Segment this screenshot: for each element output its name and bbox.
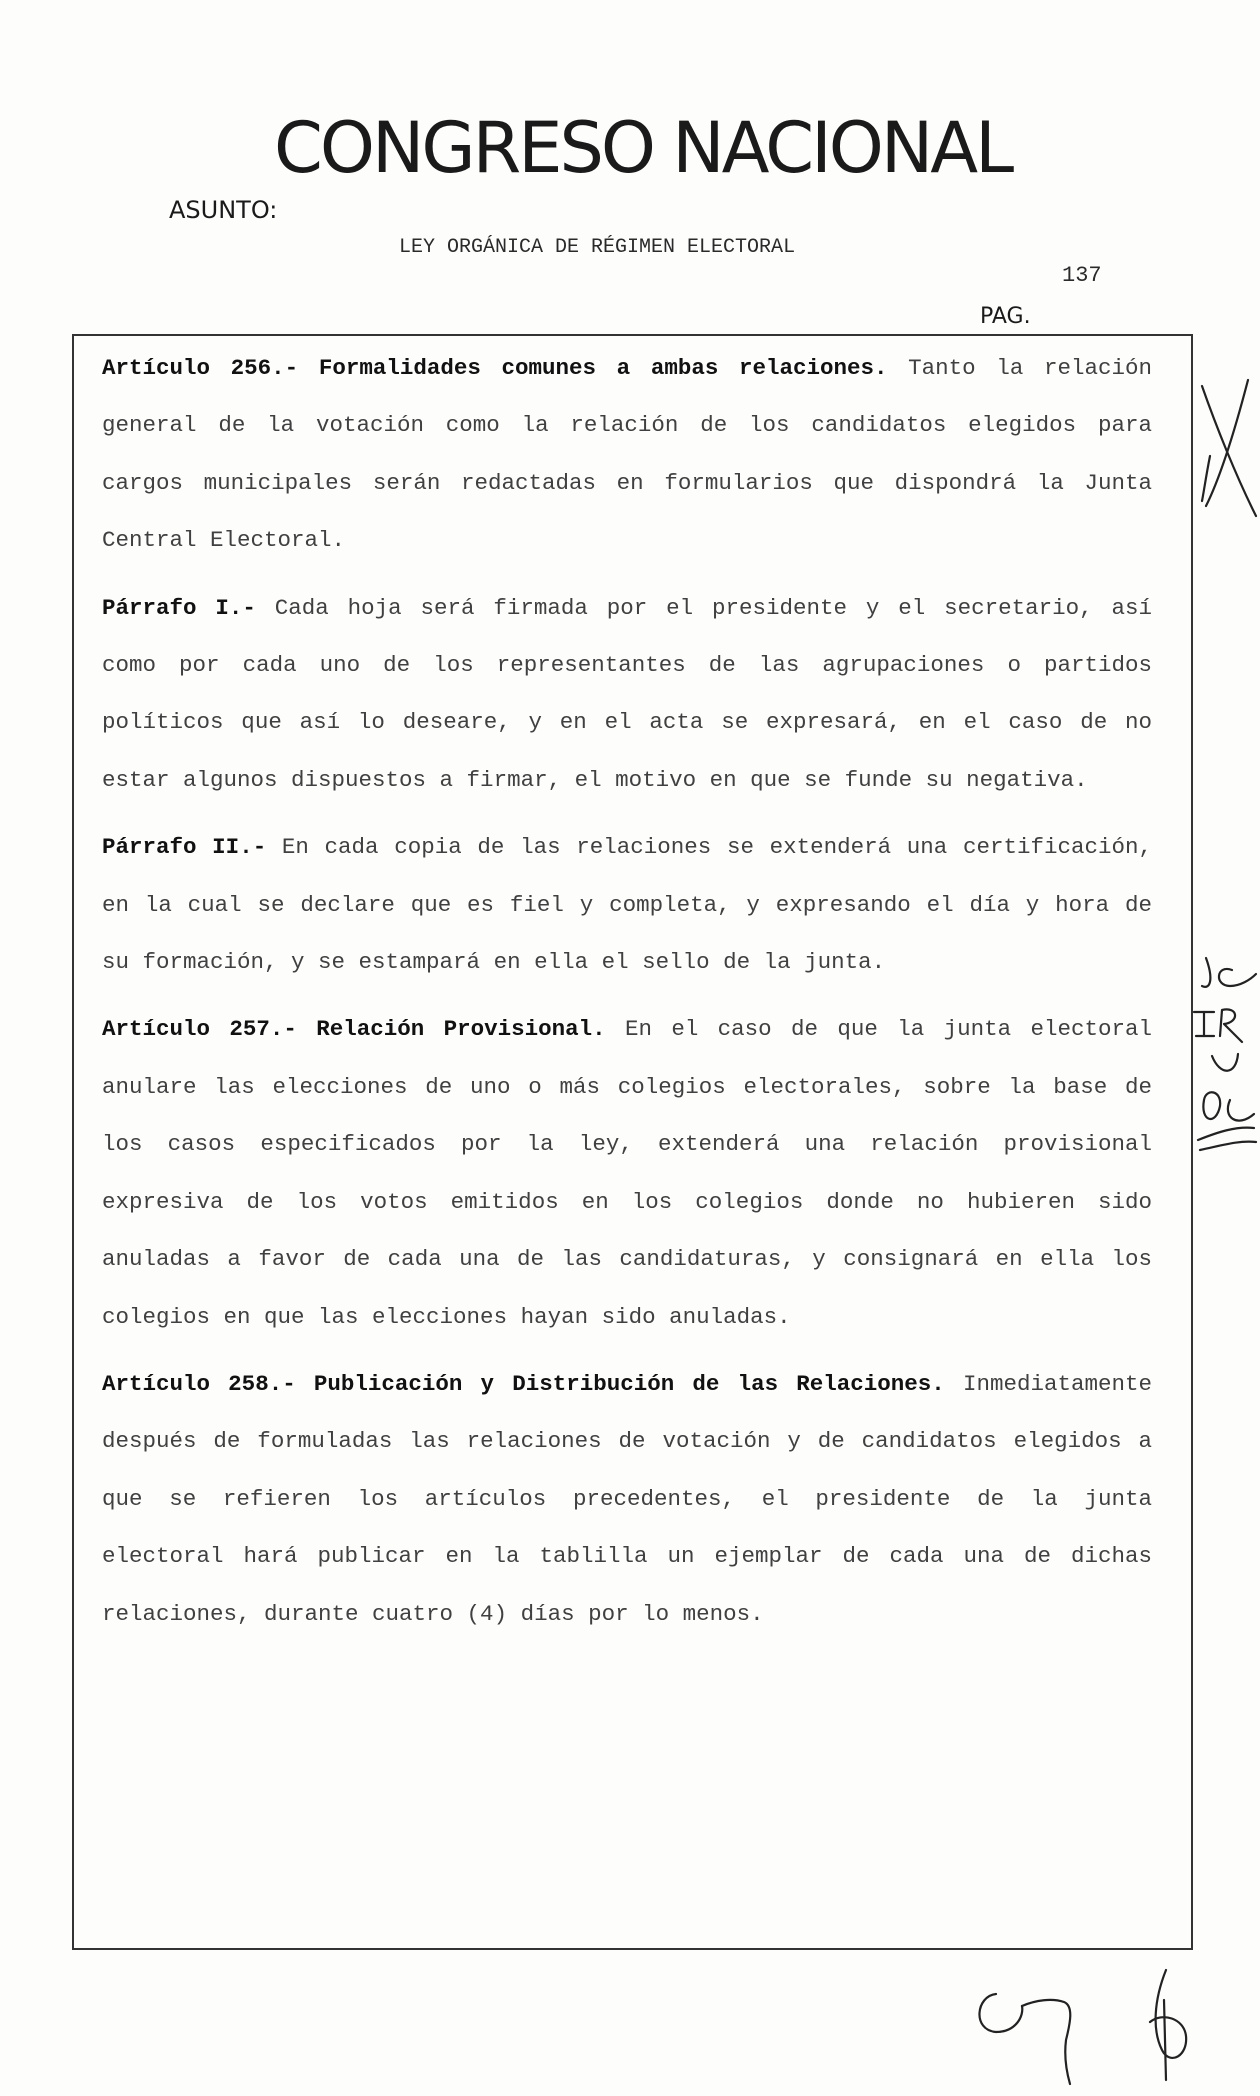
article-text: Inmediatamente después de formuladas las relaciones de votación y de candidatos elegidos a que se refieren los artículos precedentes, el presidente de la junta electoral hará publicar en la tablilla un ejemplar de cada una de dichas relaciones, durante cuatro (4) días por lo menos. [102,1370,1152,1627]
article-text: En el caso de que la junta electoral anulare las elecciones de uno o más colegios electorales, sobre la base de los casos especificados por la ley, extenderá una relación provisional expresiva de los votos emitidos en los colegios donde no hubieren sido anuladas a favor de cada una de las candidaturas, y consignará en ella los colegios en que las elecciones hayan sido anuladas. [102,1016,1152,1330]
article-257 [102,1001,1152,1345]
article-text: Tanto la relación general de la votación como la relación de los candidatos elegidos para cargos municipales serán redactadas en formularios que dispondrá la Junta Central Electoral. [102,355,1152,554]
article-heading: Artículo 257.- Relación Provisional. [102,1016,606,1043]
page-number: 137 [1062,263,1102,288]
paragraph-text: Cada hoja será firmada por el presidente y el secretario, así como por cada uno de los representantes de las agrupaciones o partidos políticos que así lo deseare, y en el acta se expresará, en el caso de no estar algunos dispuestos a firmar, el motivo en que se funde su negativa. [102,594,1152,793]
asunto-label: ASUNTO: [169,196,278,224]
handwritten-x-mark [1196,376,1260,526]
article-256 [102,340,1152,570]
paragraph-heading: Párrafo II.- [102,834,267,861]
handwritten-initials [1192,950,1260,1170]
pag-label: PAG. [980,304,1031,329]
article-heading: Artículo 256.- Formalidades comunes a ambas relaciones. [102,355,888,381]
paragraph-heading: Párrafo I.- [102,594,256,621]
document-subject: LEY ORGÁNICA DE RÉGIMEN ELECTORAL [399,236,796,259]
paragraph-text: En cada copia de las relaciones se extenderá una certificación, en la cual se declare que es fiel y completa, y expresando el día y hora de su formación, y se estampará en ella el sello de la junta. [102,834,1153,976]
paragraph-2 [102,819,1152,991]
handwritten-signature [966,1960,1206,2096]
document-body [102,340,1152,1653]
page-title: CONGRESO NACIONAL [274,107,1012,189]
paragraph-1 [102,580,1152,810]
article-heading: Artículo 258.- Publicación y Distribución de las Relaciones. [102,1370,945,1397]
article-258 [102,1356,1152,1643]
